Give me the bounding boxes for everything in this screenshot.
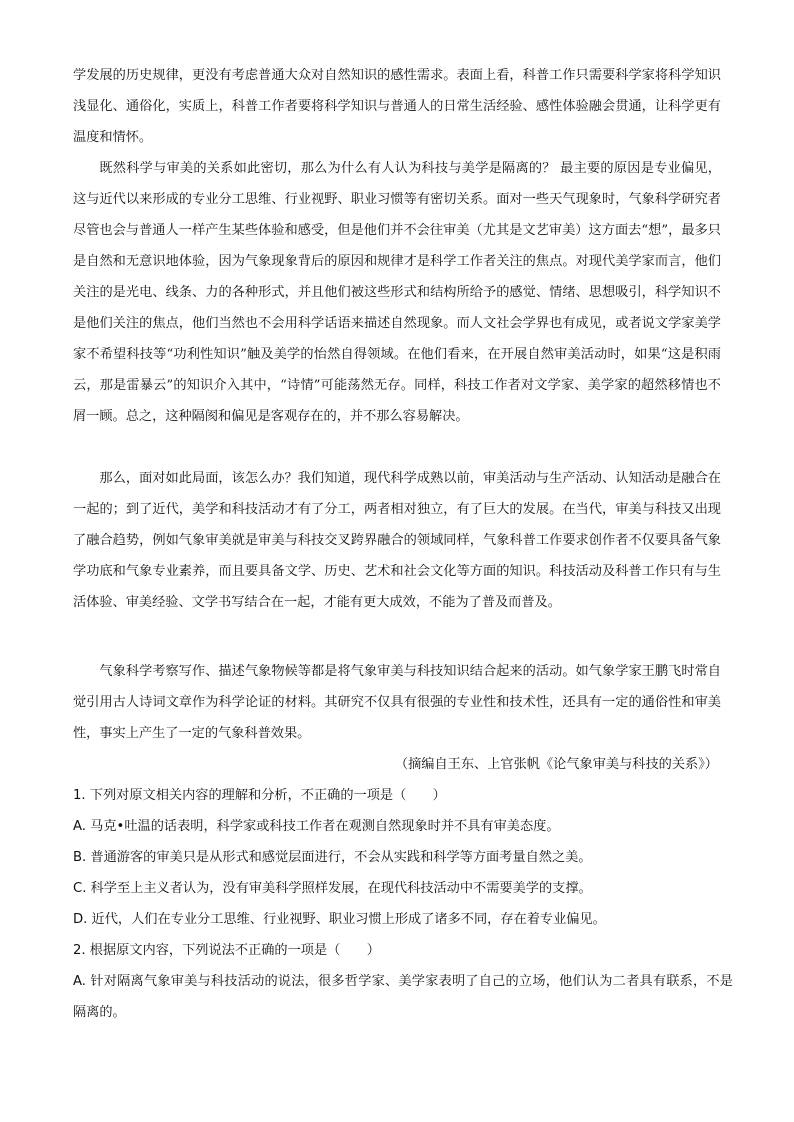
- article-paragraph-4: 气象科学考察写作、描述气象物候等都是将气象审美与科技知识结合起来的活动。如气象学家王鹏飞时常自觉引用古人诗词文章作为科学论证的材料。其研究不仅具有很强的专业性和技术性，还具有一定的通俗性和审美性，事实上产生了一定的气象科普效果。: [73, 664, 721, 741]
- article-source: （摘编自王东、上官张帆《论气象审美与科技的关系》）: [394, 757, 718, 772]
- question-1-option-c[interactable]: C. 科学至上主义者认为，没有审美科学照样发展，在现代科技活动中不需要美学的支撑。: [73, 881, 592, 896]
- question-1-option-a[interactable]: A. 马克•吐温的话表明，科学家或科技工作者在观测自然现象时并不具有审美态度。: [73, 819, 560, 834]
- question-1-option-b[interactable]: B. 普通游客的审美只是从形式和感觉层面进行，不会从实践和科学等方面考量自然之美。: [73, 850, 592, 865]
- question-1-option-d[interactable]: D. 近代，人们在专业分工思维、行业视野、职业习惯上形成了诸多不同，存在着专业偏见。: [73, 912, 606, 927]
- article-paragraph-1: 学发展的历史规律，更没有考虑普通大众对自然知识的感性需求。表面上看，科普工作只需要科学家将科学知识浅显化、通俗化，实质上，科普工作者要将科学知识与普通人的日常生活经验、感性体验融会贯通，让科学更有温度和情怀。: [73, 68, 721, 145]
- question-1-stem: 1. 下列对原文相关内容的理解和分析，不正确的一项是（ ）: [73, 788, 446, 803]
- article-paragraph-3: 那么，面对如此局面，该怎么办？我们知道，现代科学成熟以前，审美活动与生产活动、认知活动是融合在一起的；到了近代，美学和科技活动才有了分工，两者相对独立，有了巨大的发展。在当代，审美与科技又出现了融合趋势，例如气象审美就是审美与科技交叉跨界融合的领域同样，气象科普工作要求创作者不仅要具备气象学功底和气象专业素养，而且要具备文学、历史、艺术和社会文化等方面的知识。科技活动及科普工作只有与生活体验、审美经验、文学书写结合在一起，才能有更大成效，不能为了普及而普及。: [73, 471, 721, 610]
- question-2-stem: 2. 根据原文内容，下列说法不正确的一项是（ ）: [73, 943, 380, 958]
- question-2-option-a[interactable]: A. 针对隔离气象审美与科技活动的说法，很多哲学家、美学家表明了自己的立场，他们认为二者具有联系，不是隔离的。: [73, 974, 733, 1020]
- article-paragraph-2: 既然科学与审美的关系如此密切，那么为什么有人认为科技与美学是隔离的？ 最主要的原因是专业偏见，这与近代以来形成的专业分工思维、行业视野、职业习惯等有密切关系。面对一些天气现象时，气象科学研究者尽管也会与普通人一样产生某些体验和感受，但是他们并不会往审美（尤其是文艺审美）这方面去“想”，最多只是自然和无意识地体验，因为气象现象背后的原因和规律才是科学工作者关注的焦点。对现代美学家而言，他们关注的是光电、线条、力的各种形式，并且他们被这些形式和结构所给予的感觉、情绪、思想吸引，科学知识不是他们关注的焦点，他们当然也不会用科学话语来描述自然现象。而人文社会学界也有成见，或者说文学家美学家不希望科技等“功利性知识”触及美学的怡然自得领域。在他们看来，在开展自然审美活动时，如果“这是积雨云，那是雷暴云”的知识介入其中，“诗情”可能荡然无存。同样，科技工作者对文学家、美学家的超然移情也不屑一顾。总之，这种隔阂和偏见是客观存在的，并不那么容易解决。: [73, 161, 721, 424]
